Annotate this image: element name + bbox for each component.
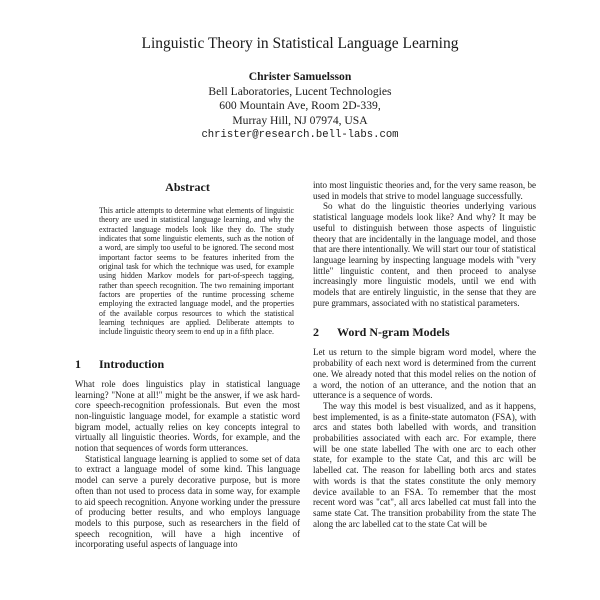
- address-line: Murray Hill, NJ 07974, USA: [232, 113, 368, 127]
- author-block: [0, 70, 600, 143]
- section-title: Word N-gram Models: [337, 325, 450, 340]
- body-paragraph: What role does linguistics play in statistical language learning? "None at all!" might be the answer, if we ask hard-core speech-recognition professionals. But even the most non-linguistic language model, for example a statistic word bigram model, actually relies on key concepts integral to virtually all linguistic theories. Words, for example, and the notion that sequences of words form utterances.: [75, 378, 300, 454]
- section-title: Introduction: [99, 356, 165, 371]
- abstract-text: This article attempts to determine what elements of linguistic theory are used in statistical language learning, and why the extracted language models look like they do. The study indicates that some linguistic elements, such as the notion of a word, are simply too useful to be ignored. The second most important factor seems to be features inherited from the original task for which the technique was used, for example using hidden Markov models for part-of-speech tagging, rather than speech recognition. The two remaining important factors are properties of the runtime processing scheme employing the extracted language model, and the properties of the available corpus resources to which the statistical learning techniques are applied. Deliberate attempts to include linguistic theory seem to end up in a fifth place.: [99, 206, 294, 337]
- body-paragraph: So what do the linguistic theories underlying various statistical language models look like? And why? It may be useful to distinguish between those aspects of linguistic theory that are incidentally in the language model, and those that are there intentionally. We will start our tour of statistical language learning by inspecting language models with "very little" linguistic content, and then proceed to analyse increasingly more linguistic models, until we end with models that are entirely linguistic, in the sense that they are pure grammars, associated with no statistical parameters.: [313, 201, 536, 308]
- author-email: christer@research.bell-labs.com: [201, 129, 399, 141]
- author-name: Christer Samuelsson: [248, 70, 352, 83]
- body-paragraph: The way this model is best visualized, and as it happens, best implemented, is as a finite-state automaton (FSA), with arcs and states both labelled with words, and transition probabilities associated with each arc. For example, there will be one state labelled The with one arc to each other state, for example to the state Cat, and this arc will be labelled cat. The reason for labelling both arcs and states with words is that the states constitute the only memory device available to an FSA. To remember that the most recent word was "cat", all arcs labelled cat must fall into the same state Cat. The transition probability from the state The along the arc labelled cat to the state Cat will be: [313, 400, 536, 529]
- abstract-heading: Abstract: [165, 180, 210, 194]
- right-column: [313, 180, 536, 529]
- body-paragraph: into most linguistic theories and, for the very same reason, be used in models that strive to model language successfully.: [313, 180, 536, 201]
- section-heading-introduction: [75, 357, 300, 372]
- affiliation-line: Bell Laboratories, Lucent Technologies: [208, 84, 392, 98]
- paper-title: Linguistic Theory in Statistical Language Learning: [141, 35, 459, 52]
- left-column: [75, 180, 300, 550]
- section-heading-word-ngram: [313, 325, 536, 340]
- body-paragraph: Statistical language learning is applied to some set of data to extract a language model of some kind. This language model can serve a purely decorative purpose, but is more often than not used to process data in some way, for example to aid speech recognition. Anyone working under the pressure of producing better results, and who employs language models to this purpose, such as researchers in the field of speech recognition, will have a high incentive of incorporating useful aspects of language into: [75, 453, 300, 550]
- section-number: 2: [313, 325, 319, 340]
- body-paragraph: Let us return to the simple bigram word model, where the probability of each next word is determined from the current one. We already noted that this model relies on the notion of a word, the notion of an utterance, and the notion that an utterance is a sequence of words.: [313, 347, 536, 401]
- address-line: 600 Mountain Ave, Room 2D-339,: [219, 99, 381, 112]
- section-number: 1: [75, 356, 81, 371]
